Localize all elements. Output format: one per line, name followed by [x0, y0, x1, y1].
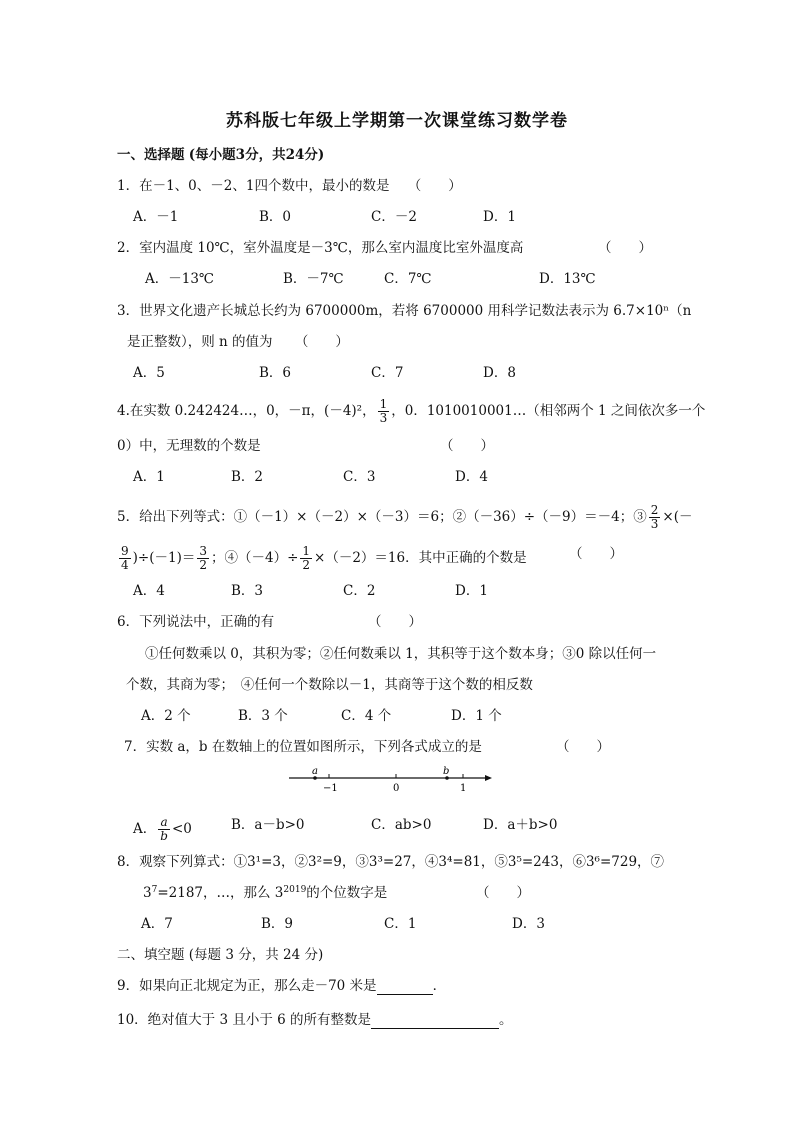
q4-answer-paren: （ ）: [440, 438, 494, 454]
axis-arrow-icon: [485, 775, 492, 781]
q8-option-d: D．3: [512, 916, 545, 932]
q2-option-b: B．－7℃: [283, 271, 344, 287]
question-4-line1: [117, 398, 705, 425]
frac-num: 1: [302, 544, 311, 558]
q7-option-b: B．a－b>0: [231, 817, 305, 833]
question-8-line2: [143, 884, 387, 902]
q4-option-a: A．1: [133, 469, 165, 485]
q8-option-b: B．9: [261, 916, 294, 932]
q8-line2c: 的个位数字是: [306, 885, 388, 901]
q4-line1b: ，0．1010010001…（相邻两个 1 之间依次多一个: [391, 403, 706, 419]
question-2-stem: 2．室内温度 10℃，室外温度是－3℃，那么室内温度比室外温度高: [117, 240, 524, 256]
question-9: [117, 977, 446, 995]
fraction-3-2: [197, 545, 209, 572]
q1-text: 1．在－1、0、－2、1四个数中，最小的数是: [117, 178, 390, 194]
q4-option-b: B．2: [231, 469, 264, 485]
question-8-line1: 8．观察下列算式：①3¹=3，②3²=9，③3³=27，④3⁴=81，⑤3⁵=243，⑥3⁶=729，⑦: [117, 854, 665, 870]
q2-answer-paren: （ ）: [598, 240, 652, 256]
q5-line1b: ×(－: [662, 509, 693, 525]
q8-base: 3: [143, 885, 152, 901]
q3-option-d: D．8: [483, 365, 516, 381]
q5-option-b: B．3: [231, 583, 264, 599]
fraction-one-third: [378, 398, 390, 425]
page-title: 苏科版七年级上学期第一次课堂练习数学卷: [226, 111, 568, 131]
q4-option-d: D．4: [455, 469, 488, 485]
q5-answer-paren: （ ）: [569, 546, 623, 562]
question-3-line1: 3．世界文化遗产长城总长约为 6700000m，若将 6700000 用科学记数法表示为 6.7×10ⁿ（n: [117, 303, 692, 319]
section1-heading: [117, 146, 324, 164]
section2-heading: 二、填空题 (每题 3 分，共 24 分): [117, 947, 324, 963]
q5-option-d: D．1: [455, 583, 488, 599]
q8-exponent-2019: 2019: [283, 885, 307, 895]
q10-text: 10．绝对值大于 3 且小于 6 的所有整数是: [117, 1012, 372, 1028]
frac-den: 3: [379, 411, 388, 425]
q10-post: 。: [499, 1012, 513, 1028]
question-7-stem: 7．实数 a，b 在数轴上的位置如图所示，下列各式成立的是: [124, 739, 482, 755]
q9-post: ．: [432, 978, 447, 994]
q9-text: 9．如果向正北规定为正，那么走－70 米是: [117, 978, 377, 994]
frac-den: b: [160, 829, 168, 843]
question-10: [117, 1011, 513, 1029]
q7-a-post: <0: [171, 821, 192, 837]
q5-line2a: )÷(－1)＝: [132, 550, 196, 566]
q5-line2b: ；④（－4）÷: [210, 550, 299, 566]
q6-option-c: C．4 个: [341, 708, 392, 724]
frac-den: 3: [650, 517, 659, 531]
point-b-label: b: [443, 766, 450, 777]
q4-option-c: C．3: [343, 469, 376, 485]
question-6-statement-line1: ①任何数乘以 0，其积为零；②任何数乘以 1，其积等于这个数本身；③0 除以任何一: [145, 646, 657, 662]
q7-option-a: [133, 816, 192, 843]
q1-option-c: C．－2: [371, 209, 417, 225]
frac-den: 2: [302, 558, 311, 572]
q5-option-c: C．2: [343, 583, 376, 599]
q8-option-a: A．7: [141, 916, 173, 932]
q3-option-b: B．6: [259, 365, 292, 381]
fraction-1-2: [300, 545, 312, 572]
question-3-line2: [127, 333, 349, 351]
q10-answer-blank[interactable]: [371, 1014, 499, 1029]
question-4-line2: 0）中，无理数的个数是: [117, 438, 261, 454]
question-6-statement-line2: 个数，其商为零； ④任何一个数除以－1，其商等于这个数的相反数: [126, 677, 533, 693]
q8-option-c: C．1: [384, 916, 417, 932]
q1-answer-paren: （ ）: [407, 178, 462, 194]
q8-exponent-7: 7: [151, 885, 158, 895]
frac-num: 2: [650, 503, 659, 517]
frac-num: 9: [121, 544, 129, 558]
q5-option-a: A．4: [133, 583, 165, 599]
q1-option-b: B．0: [259, 209, 292, 225]
q3-line2-text: 是正整数），则 n 的值为: [127, 334, 273, 350]
q7-answer-paren: （ ）: [556, 739, 610, 755]
q6-option-b: B．3 个: [238, 708, 288, 724]
q7-option-d: D．a＋b>0: [483, 817, 558, 833]
q3-answer-paren: （ ）: [294, 334, 349, 350]
q7-option-c: C．ab>0: [371, 817, 432, 833]
question-5-line2: [117, 545, 527, 572]
tick-label-minus1: −1: [323, 783, 338, 794]
frac-den: 4: [121, 558, 129, 572]
q8-line2b: =2187，…，那么 3: [157, 885, 284, 901]
question-6-stem: 6．下列说法中，正确的有: [117, 614, 275, 630]
frac-num: a: [158, 816, 170, 830]
q4-line1a: 4.在实数 0.242424…，0，－π，(－4)²，: [117, 403, 376, 419]
q1-option-d: D．1: [483, 209, 516, 225]
q9-answer-blank[interactable]: [377, 980, 433, 995]
q2-option-d: D．13℃: [539, 271, 596, 287]
q8-answer-paren: （ ）: [476, 885, 530, 901]
q3-option-a: A．5: [133, 365, 165, 381]
q5-line1a: 5．给出下列等式：①（－1）×（－2）×（－3）＝6；②（－36）÷（－9）＝－4；③: [117, 509, 647, 525]
q6-option-d: D．1 个: [451, 708, 502, 724]
tick-label-1: 1: [460, 783, 467, 794]
q3-option-c: C．7: [371, 365, 404, 381]
section1-head: 一、选择题: [117, 147, 185, 163]
q2-option-c: C．7℃: [384, 271, 432, 287]
q5-line2c: ×（－2）＝16．其中正确的个数是: [314, 550, 527, 566]
fraction-9-4: [119, 545, 131, 572]
q1-option-a: A．－1: [133, 209, 179, 225]
tick-label-0: 0: [393, 783, 400, 794]
q6-option-a: A．2 个: [141, 708, 191, 724]
number-line-figure: [285, 764, 495, 796]
frac-num: 1: [379, 397, 388, 411]
point-a-label: a: [312, 766, 318, 777]
fraction-a-over-b: [158, 816, 170, 843]
question-5-line1: [117, 504, 692, 531]
section1-note: (每小题3分，共24分): [188, 147, 325, 163]
q2-option-a: A．－13℃: [145, 271, 215, 287]
frac-num: 3: [199, 544, 207, 558]
question-1-stem: [117, 177, 462, 195]
q7-a-prefix: A．: [133, 821, 157, 837]
q6-answer-paren: （ ）: [368, 614, 422, 630]
frac-den: 2: [199, 558, 207, 572]
fraction-2-3: [649, 504, 661, 531]
